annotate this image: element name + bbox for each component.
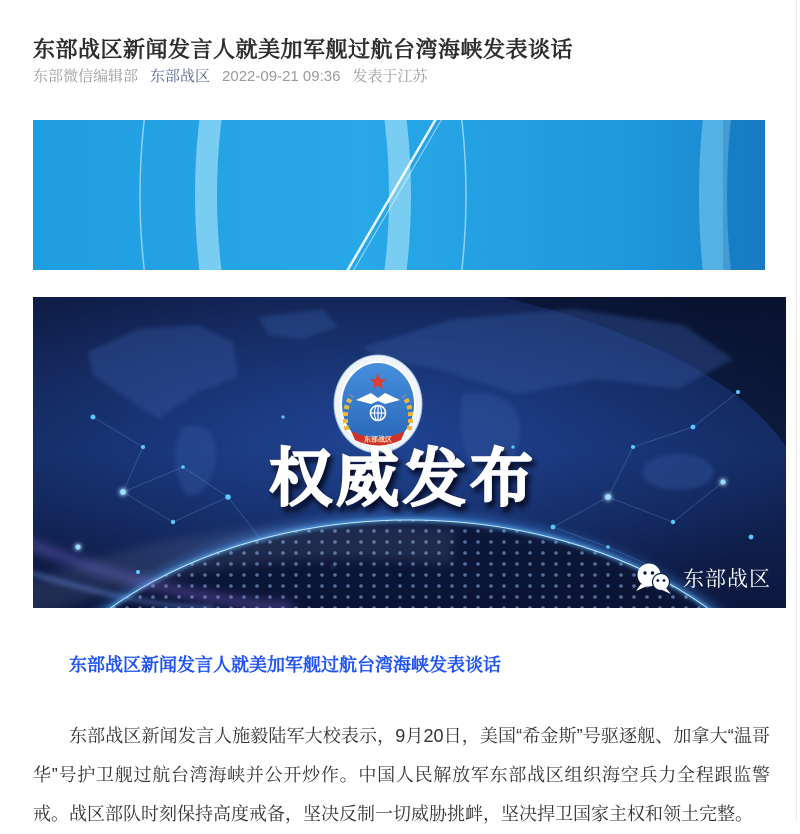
article-heading: 东部战区新闻发言人就美加军舰过航台湾海峡发表谈话 bbox=[69, 655, 501, 675]
press-banner-graphic bbox=[33, 297, 786, 608]
page-title: 东部战区新闻发言人就美加军舰过航台湾海峡发表谈话 bbox=[33, 36, 574, 62]
meta-location: 发表于江苏 bbox=[352, 68, 428, 85]
blue-arcs-decoration-icon bbox=[33, 120, 765, 270]
meta-account-link[interactable]: 东部战区 bbox=[150, 68, 211, 85]
hero-banner-image[interactable] bbox=[33, 120, 765, 270]
emblem-ribbon-label: 东部战区 bbox=[364, 436, 392, 444]
page-edge-divider bbox=[796, 0, 797, 822]
article-paragraph: 东部战区新闻发言人施毅陆军大校表示，9月20日，美国“希金斯”号驱逐舰、加拿大“温哥华”号护卫舰过航台湾海峡并公开炒作。中国人民解放军东部战区组织海空兵力全程跟监警戒。战区部队时刻保持高度戒备，坚决反制一切威胁挑衅，坚决捍卫国家主权和领土完整。 bbox=[33, 726, 770, 824]
meta-author: 东部微信编辑部 bbox=[33, 68, 139, 85]
article-meta bbox=[33, 65, 770, 86]
meta-timestamp: 2022-09-21 09:36 bbox=[222, 68, 341, 85]
theater-command-emblem-icon bbox=[334, 355, 422, 453]
press-release-banner-image[interactable] bbox=[33, 297, 786, 608]
watermark-account-label: 东部战区 bbox=[683, 568, 771, 591]
wechat-watermark bbox=[636, 564, 771, 595]
press-banner-headline: 权威发布 bbox=[269, 444, 537, 514]
